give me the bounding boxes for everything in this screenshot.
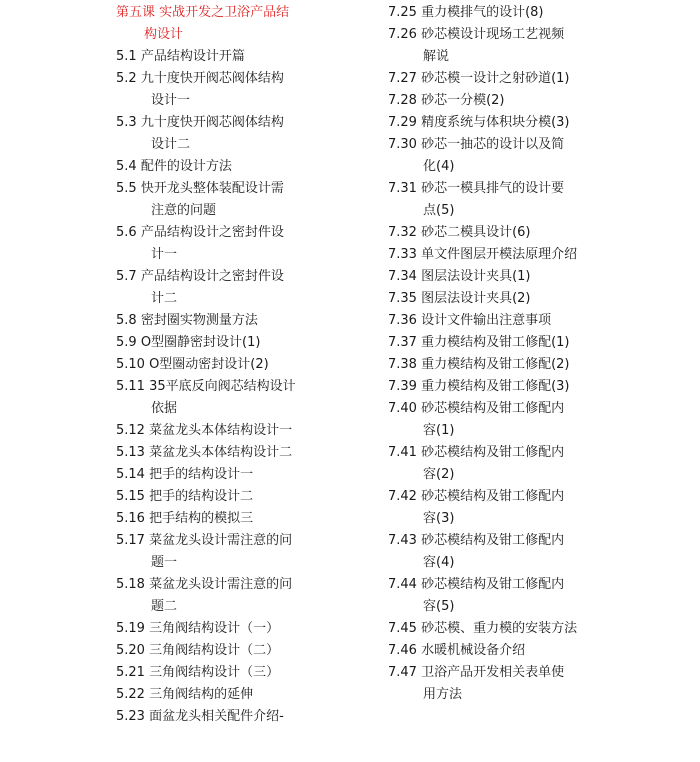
lesson-title: 快开龙头整体装配设计需 <box>140 181 284 196</box>
lesson-number: 7.43 <box>388 533 422 548</box>
lesson-title-continuation: 设计二 <box>151 137 191 152</box>
lesson-title: 35平底反向阀芯结构设计 <box>149 379 296 394</box>
lesson-number: 5.18 <box>116 577 150 592</box>
chapter-heading-line1: 第五课 实战开发之卫浴产品结 <box>116 5 290 20</box>
lesson-item <box>116 618 321 640</box>
lesson-title: 精度系统与体积块分模(3) <box>421 115 570 130</box>
lesson-title: O型圈静密封设计(1) <box>140 335 261 350</box>
lesson-item <box>116 46 321 68</box>
lesson-title: 砂芯一分模(2) <box>421 93 505 108</box>
lesson-title: 卫浴产品开发相关表单使 <box>421 665 565 680</box>
lesson-number: 5.20 <box>116 643 150 658</box>
lesson-title: 菜盆龙头本体结构设计二 <box>149 445 293 460</box>
lesson-title: 砂芯模一设计之射砂道(1) <box>421 71 570 86</box>
lesson-title: 砂芯一抽芯的设计以及简 <box>421 137 565 152</box>
lesson-item <box>388 288 603 310</box>
lesson-title-continuation: 容(2) <box>423 467 455 482</box>
lesson-item <box>116 310 321 332</box>
lesson-title: 水暖机械设备介绍 <box>421 643 526 658</box>
lesson-title-continuation: 容(3) <box>423 511 455 526</box>
lesson-item <box>116 68 321 112</box>
lesson-title-continuation: 容(4) <box>423 555 455 570</box>
lesson-title: 图层法设计夹具(1) <box>421 269 531 284</box>
lesson-title: 菜盆龙头设计需注意的问 <box>149 577 293 592</box>
lesson-number: 5.2 <box>116 71 141 86</box>
lesson-item <box>388 68 603 90</box>
lesson-item <box>116 112 321 156</box>
lesson-title-continuation: 设计一 <box>151 93 191 108</box>
lesson-number: 7.26 <box>388 27 422 42</box>
lesson-title-continuation: 容(1) <box>423 423 455 438</box>
lesson-title-continuation: 用方法 <box>423 687 463 702</box>
lesson-item <box>116 574 321 618</box>
lesson-item <box>388 244 603 266</box>
lesson-number: 5.9 <box>116 335 141 350</box>
lesson-number: 7.30 <box>388 137 422 152</box>
lesson-number: 7.32 <box>388 225 422 240</box>
lesson-item <box>388 640 603 662</box>
lesson-item <box>116 156 321 178</box>
lesson-item <box>116 530 321 574</box>
lesson-number: 7.40 <box>388 401 422 416</box>
lesson-item <box>388 442 603 486</box>
lesson-number: 7.42 <box>388 489 422 504</box>
right-lesson-list <box>388 2 603 706</box>
lesson-title: 重力模结构及钳工修配(3) <box>421 379 570 394</box>
lesson-title-continuation: 容(5) <box>423 599 455 614</box>
lesson-title: 配件的设计方法 <box>140 159 232 174</box>
lesson-title-continuation: 解说 <box>423 49 450 64</box>
right-column <box>388 2 603 706</box>
lesson-title: 砂芯模结构及钳工修配内 <box>421 489 565 504</box>
lesson-number: 7.31 <box>388 181 422 196</box>
lesson-item <box>116 332 321 354</box>
lesson-item <box>116 420 321 442</box>
lesson-number: 5.21 <box>116 665 150 680</box>
lesson-title: 砂芯二模具设计(6) <box>421 225 531 240</box>
lesson-item <box>388 2 603 24</box>
lesson-number: 5.17 <box>116 533 150 548</box>
lesson-title: 砂芯模、重力模的安装方法 <box>421 621 578 636</box>
lesson-item <box>388 112 603 134</box>
lesson-item <box>388 90 603 112</box>
lesson-title: 砂芯模设计现场工艺视频 <box>421 27 565 42</box>
lesson-number: 7.39 <box>388 379 422 394</box>
lesson-number: 7.27 <box>388 71 422 86</box>
lesson-title: 三角阀结构设计（一） <box>149 621 280 636</box>
lesson-number: 7.46 <box>388 643 422 658</box>
lesson-item <box>388 310 603 332</box>
lesson-item <box>388 354 603 376</box>
lesson-number: 5.15 <box>116 489 150 504</box>
lesson-item <box>388 266 603 288</box>
lesson-number: 5.7 <box>116 269 141 284</box>
lesson-item <box>388 398 603 442</box>
lesson-number: 7.47 <box>388 665 422 680</box>
lesson-title-continuation: 题二 <box>151 599 178 614</box>
lesson-item <box>388 376 603 398</box>
lesson-title: 面盆龙头相关配件介绍- <box>149 709 284 724</box>
lesson-title: 砂芯模结构及钳工修配内 <box>421 401 565 416</box>
lesson-number: 7.45 <box>388 621 422 636</box>
lesson-number: 7.25 <box>388 5 422 20</box>
lesson-title: 三角阀结构设计（三） <box>149 665 280 680</box>
lesson-title: 砂芯模结构及钳工修配内 <box>421 533 565 548</box>
lesson-number: 5.10 <box>116 357 150 372</box>
lesson-item <box>116 464 321 486</box>
lesson-number: 7.28 <box>388 93 422 108</box>
lesson-item <box>388 24 603 68</box>
lesson-item <box>116 442 321 464</box>
lesson-item <box>116 706 321 728</box>
lesson-item <box>116 376 321 420</box>
lesson-title-continuation: 点(5) <box>423 203 455 218</box>
lesson-number: 5.1 <box>116 49 141 64</box>
lesson-title: 重力模结构及钳工修配(1) <box>421 335 570 350</box>
lesson-item <box>388 178 603 222</box>
lesson-title: 产品结构设计之密封件设 <box>140 225 284 240</box>
lesson-title: 单文件图层开模法原理介绍 <box>421 247 578 262</box>
lesson-item <box>116 640 321 662</box>
lesson-number: 7.33 <box>388 247 422 262</box>
lesson-item <box>116 662 321 684</box>
lesson-title-continuation: 注意的问题 <box>151 203 217 218</box>
lesson-item <box>388 662 603 706</box>
lesson-title-continuation: 依据 <box>151 401 178 416</box>
lesson-title-continuation: 计一 <box>151 247 178 262</box>
lesson-title: 菜盆龙头本体结构设计一 <box>149 423 293 438</box>
lesson-item <box>116 354 321 376</box>
lesson-title: 九十度快开阀芯阀体结构 <box>140 115 284 130</box>
lesson-number: 5.23 <box>116 709 150 724</box>
left-column <box>116 2 321 728</box>
lesson-item <box>388 530 603 574</box>
lesson-number: 7.38 <box>388 357 422 372</box>
lesson-title: 砂芯模结构及钳工修配内 <box>421 577 565 592</box>
left-lesson-list <box>116 46 321 728</box>
lesson-number: 7.35 <box>388 291 422 306</box>
lesson-title: 把手结构的模拟三 <box>149 511 254 526</box>
lesson-title: 产品结构设计之密封件设 <box>140 269 284 284</box>
lesson-number: 7.34 <box>388 269 422 284</box>
lesson-number: 7.44 <box>388 577 422 592</box>
lesson-title: 把手的结构设计一 <box>149 467 254 482</box>
lesson-title: 设计文件输出注意事项 <box>421 313 552 328</box>
lesson-title: 九十度快开阀芯阀体结构 <box>140 71 284 86</box>
lesson-number: 7.36 <box>388 313 422 328</box>
lesson-number: 7.37 <box>388 335 422 350</box>
lesson-title: 菜盆龙头设计需注意的问 <box>149 533 293 548</box>
lesson-title: 产品结构设计开篇 <box>140 49 245 64</box>
lesson-number: 5.22 <box>116 687 150 702</box>
lesson-item <box>388 574 603 618</box>
chapter-heading <box>116 2 321 46</box>
lesson-item <box>116 486 321 508</box>
lesson-number: 7.29 <box>388 115 422 130</box>
lesson-item <box>116 684 321 706</box>
lesson-title: O型圈动密封设计(2) <box>149 357 269 372</box>
lesson-number: 5.14 <box>116 467 150 482</box>
lesson-number: 5.11 <box>116 379 150 394</box>
lesson-title-continuation: 题一 <box>151 555 178 570</box>
lesson-title: 三角阀结构设计（二） <box>149 643 280 658</box>
lesson-item <box>116 266 321 310</box>
lesson-title: 三角阀结构的延伸 <box>149 687 254 702</box>
lesson-title: 砂芯一模具排气的设计要 <box>421 181 565 196</box>
lesson-item <box>388 222 603 244</box>
lesson-number: 5.12 <box>116 423 150 438</box>
lesson-title: 密封圈实物测量方法 <box>140 313 258 328</box>
lesson-number: 7.41 <box>388 445 422 460</box>
lesson-title-continuation: 化(4) <box>423 159 455 174</box>
lesson-title: 图层法设计夹具(2) <box>421 291 531 306</box>
lesson-number: 5.6 <box>116 225 141 240</box>
lesson-title-continuation: 计二 <box>151 291 178 306</box>
lesson-number: 5.8 <box>116 313 141 328</box>
lesson-item <box>116 178 321 222</box>
lesson-number: 5.4 <box>116 159 141 174</box>
lesson-title: 把手的结构设计二 <box>149 489 254 504</box>
lesson-number: 5.3 <box>116 115 141 130</box>
lesson-item <box>116 508 321 530</box>
lesson-number: 5.19 <box>116 621 150 636</box>
lesson-title: 重力模结构及钳工修配(2) <box>421 357 570 372</box>
lesson-number: 5.13 <box>116 445 150 460</box>
chapter-heading-line2: 构设计 <box>144 27 184 42</box>
lesson-item <box>388 134 603 178</box>
lesson-number: 5.5 <box>116 181 141 196</box>
lesson-title: 砂芯模结构及钳工修配内 <box>421 445 565 460</box>
lesson-item <box>388 618 603 640</box>
lesson-title: 重力模排气的设计(8) <box>421 5 544 20</box>
lesson-item <box>388 332 603 354</box>
lesson-item <box>116 222 321 266</box>
lesson-item <box>388 486 603 530</box>
lesson-number: 5.16 <box>116 511 150 526</box>
